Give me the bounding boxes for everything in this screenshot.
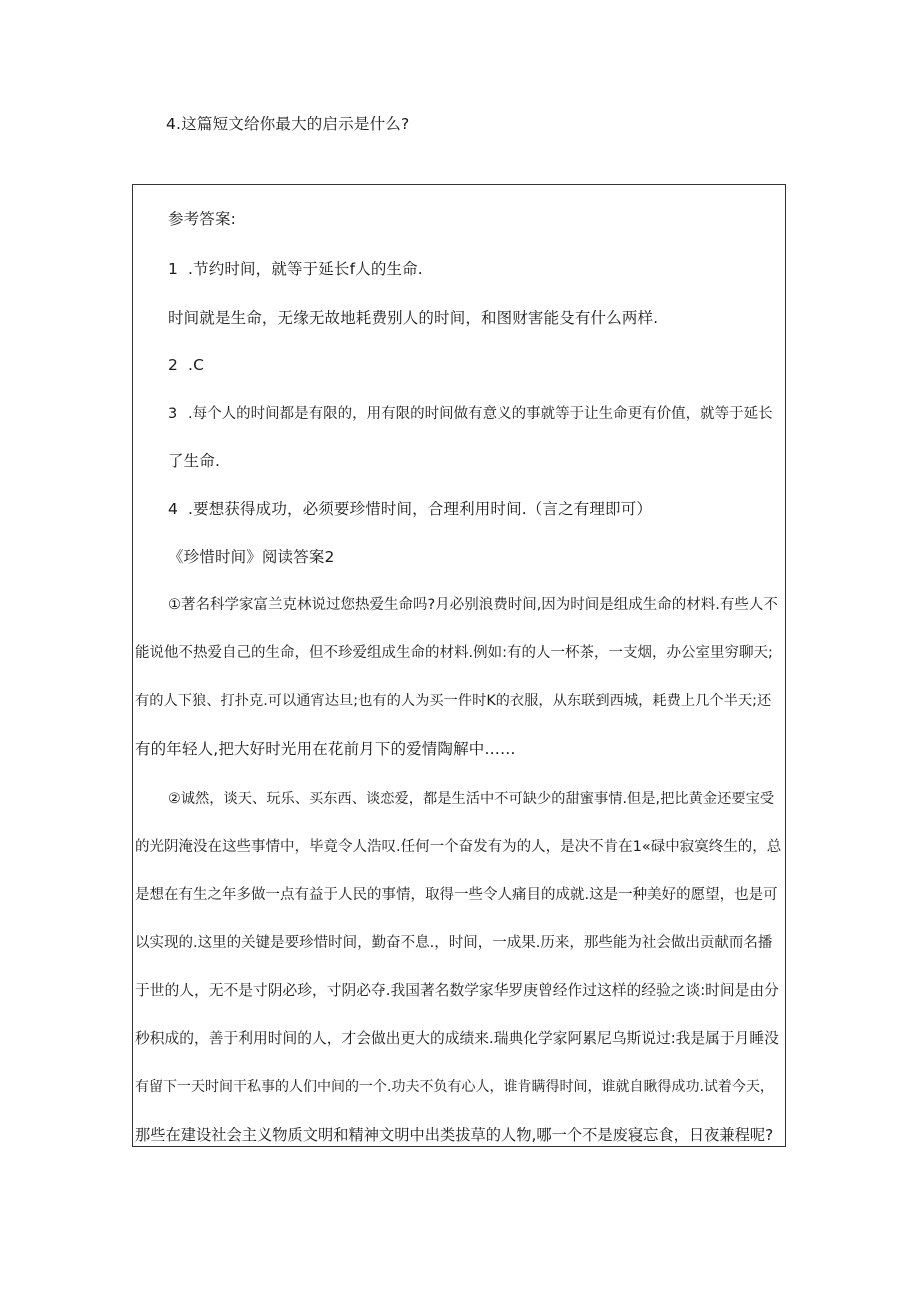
paragraph-2-line: 有留下一天时间干私事的人们中间的一个.功夫不负有心人，谁肯瞒得时间，谁就自瞅得成功.试着今天， (135, 1079, 774, 1095)
paragraph-2-line: 以实现的.这里的关键是要珍惜时间，勤奋不息.，时间，一成果.历来，那些能为社会做出贡献而名播 (135, 935, 773, 951)
section-title: 《珍惜时间》阅读答案2 (168, 548, 335, 566)
answer-item-3 (168, 404, 773, 424)
answer-4-text: .要想获得成功，必须要珍惜时间，合理利用时间.（言之有理即可） (188, 500, 653, 518)
answer-3-continuation: 了生命. (168, 452, 221, 470)
answer-3-number: 3 (168, 406, 178, 422)
question-4: 4.这篇短文给你最大的启示是什么? (166, 115, 410, 133)
answer-2-text: .C (188, 356, 205, 374)
answer-1-number: 1 (168, 260, 179, 278)
paragraph-2-line: 秒积成的，善于利用时间的人，才会做出更大的成绩来.瑞典化学家阿累尼乌斯说过:我是属于月睡没 (135, 1030, 779, 1047)
answer-1-text: .节约时间，就等于延长f人的生命. (188, 260, 423, 278)
paragraph-2-line: 是想在有生之年多做一点有益于人民的事情，取得一些令人痛目的成就.这是一种美好的愿望，也是可 (135, 887, 778, 903)
answer-heading: 参考答案: (168, 210, 236, 228)
paragraph-1-line: 有的年轻人,把大好时光用在花前月下的爱情陶解中…… (135, 740, 516, 758)
paragraph-1-line: ①著名科学家富兰克林说过您热爱生命吗?月必别浪费时间,因为时间是组成生命的材料.有些人不 (168, 597, 778, 613)
paragraph-1-line: 能说他不热爱自己的生命，但不珍爱组成生命的材料.例如:有的人一杯茶，一支烟，办公室里穷聊天; (135, 645, 773, 661)
paragraph-2-line: 那些在建设社会主义物质文明和精神文明中出类拔草的人物,哪一个不是废寝忘食，日夜兼程呢? (135, 1126, 774, 1144)
answer-item-1 (168, 259, 423, 279)
paragraph-2-line: 于世的人，无不是寸阴必珍，寸阴必夺.我国著名数学家华罗庚曾经作过这样的经验之谈:时间是由分 (135, 982, 779, 999)
paragraph-2-line: 的光阴淹没在这些事情中，毕竟令人浩叹.任何一个奋发有为的人，是决不肯在1«碌中寂寞终生的，总 (135, 839, 782, 855)
answer-2-number: 2 (168, 356, 179, 374)
paragraph-2-line: ②诚然，谈天、玩乐、买东西、谈恋爱，都是生活中不可缺少的甜蜜事情.但是,把比黄金还要宝受 (168, 791, 775, 807)
answer-item-4 (168, 499, 652, 519)
answer-box (132, 184, 786, 1147)
paragraph-1-line: 有的人下狼、打扑克.可以通宵达旦;也有的人为买一件时K的衣服，从东联到西城，耗费上几个半天;还 (135, 693, 772, 709)
answer-item-2 (168, 355, 204, 375)
answer-1-detail: 时间就是生命，无缘无故地耗费别人的时间，和图财害能殳有什么两样. (168, 309, 659, 327)
answer-3-text: .每个人的时间都是有限的，用有限的时间做有意义的事就等于让生命更有价值，就等于延长 (188, 406, 773, 422)
answer-4-number: 4 (168, 500, 179, 518)
